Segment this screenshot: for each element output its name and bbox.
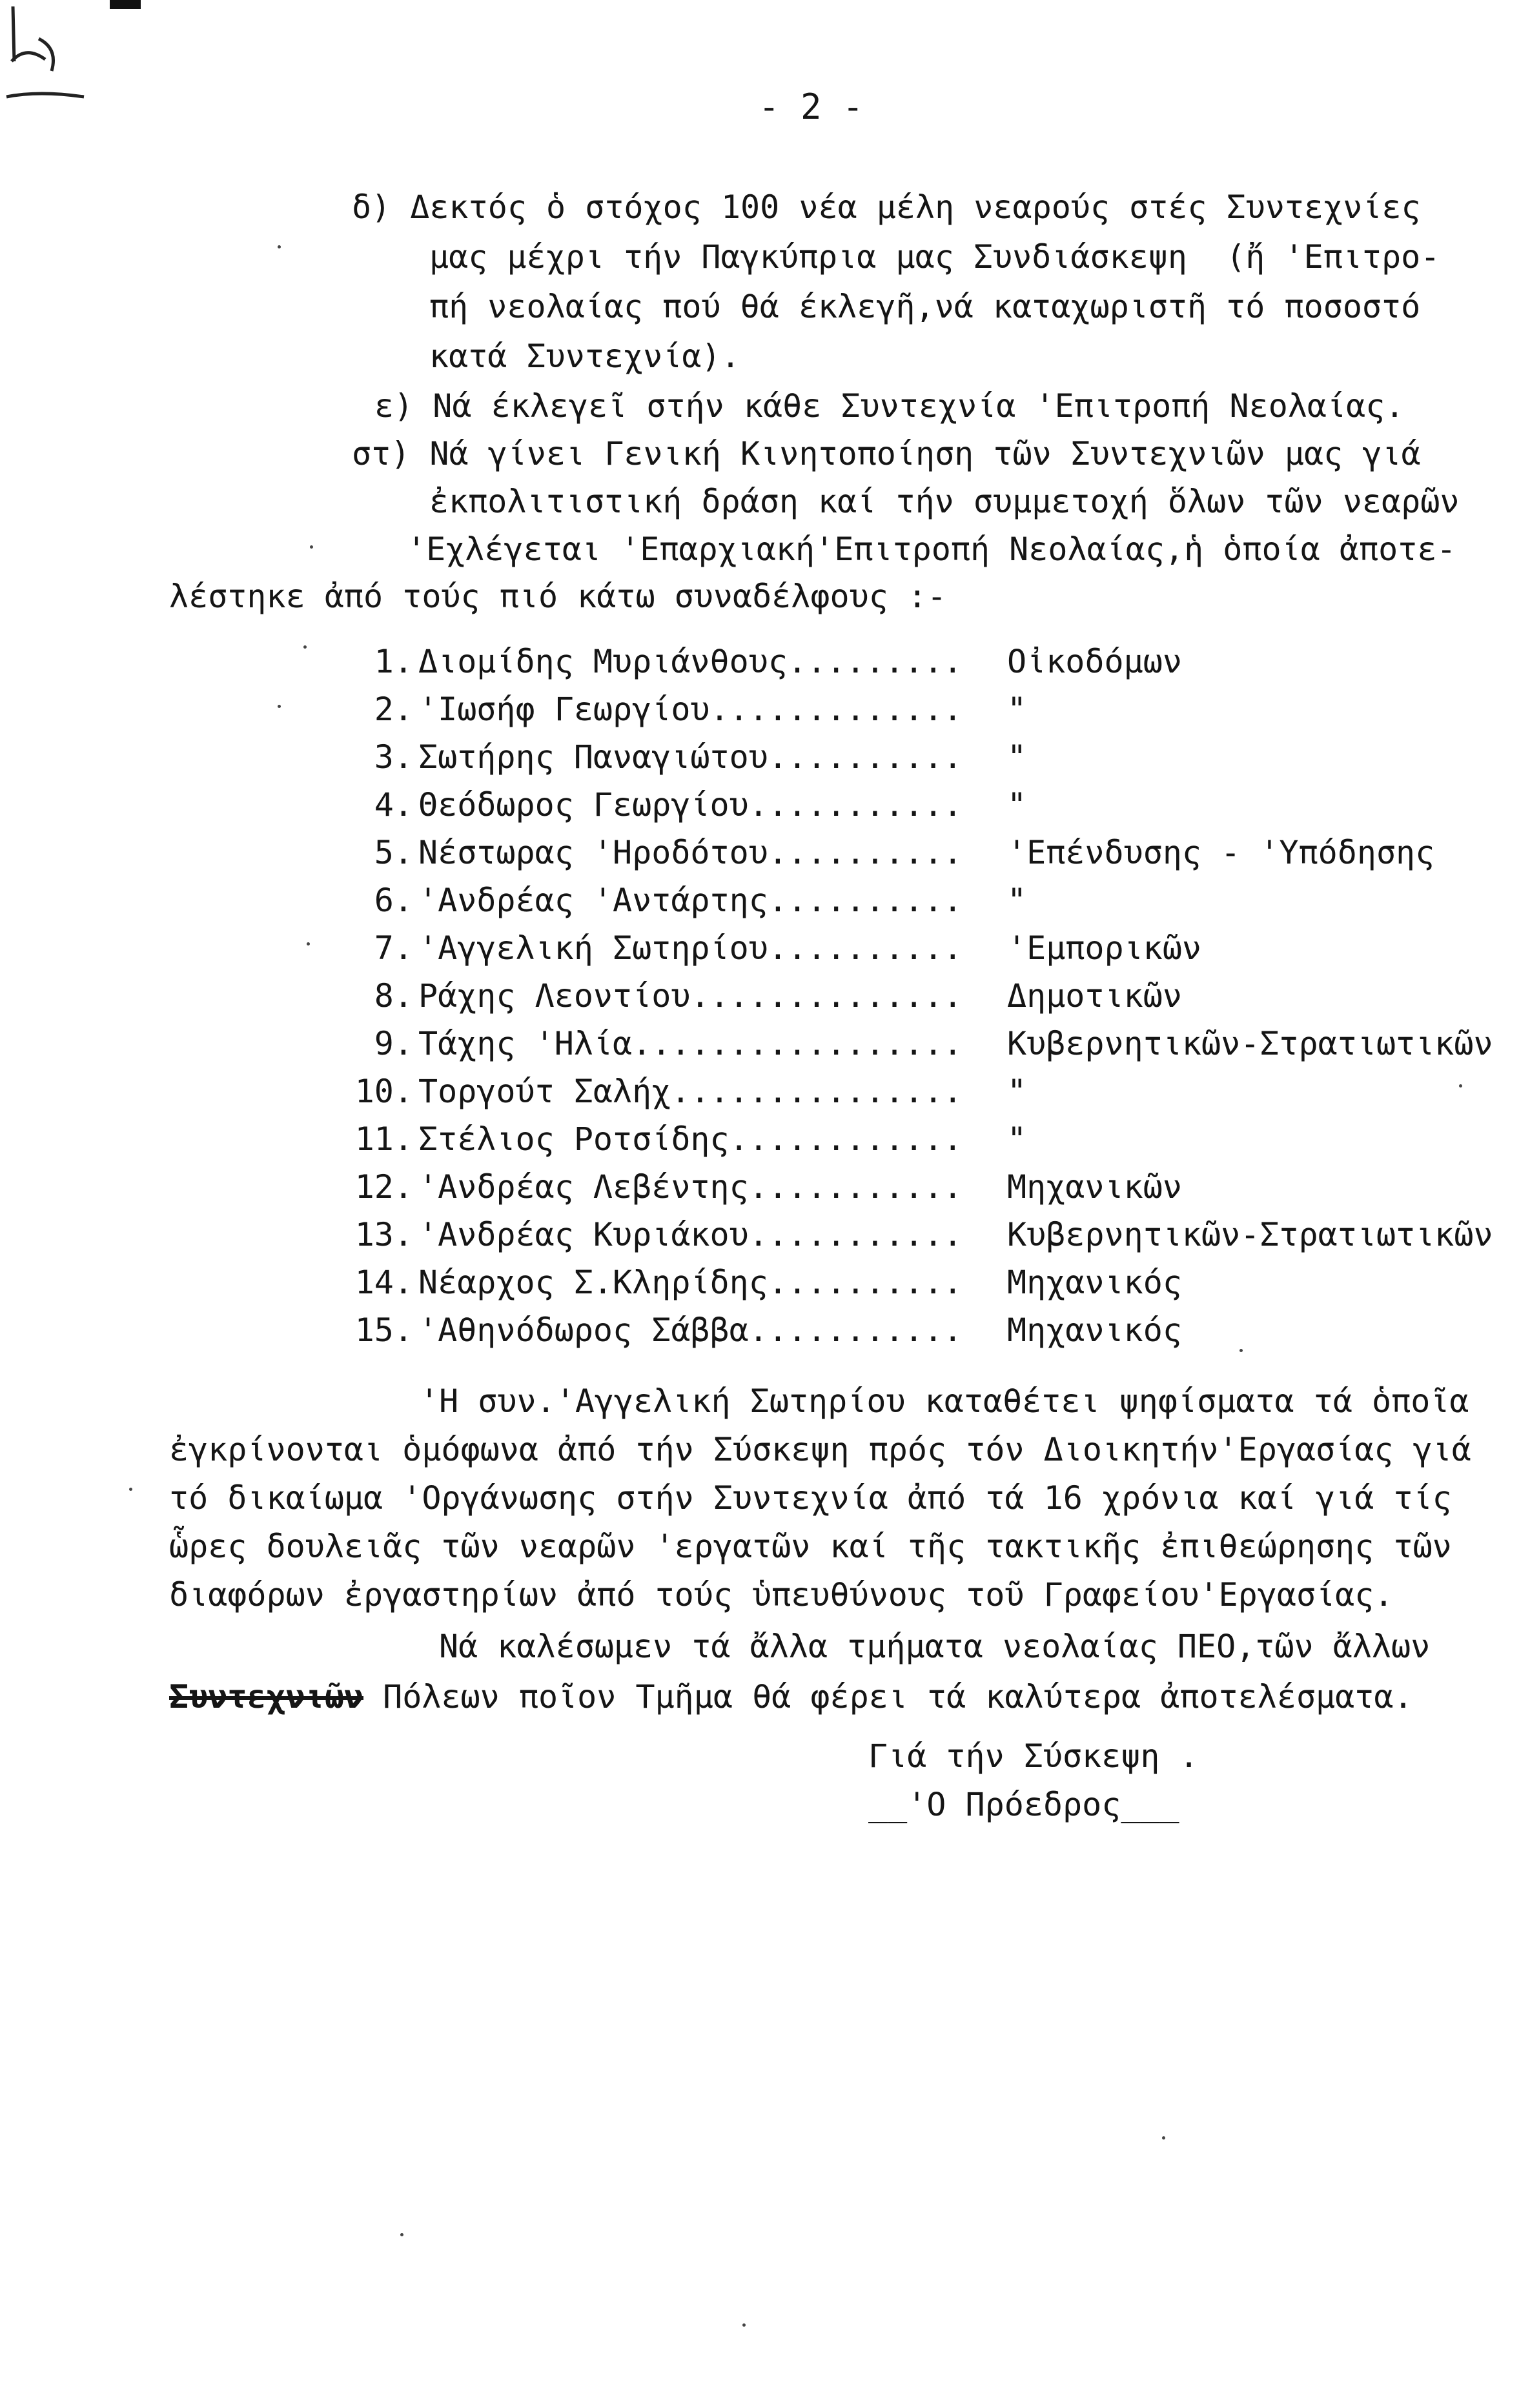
list-item: [349, 1167, 1511, 1207]
list-item: [349, 1024, 1511, 1064]
member-number: 10.: [354, 1073, 413, 1110]
member-branch: ": [1007, 1120, 1027, 1158]
list-item: [349, 928, 1511, 968]
member-name: Σωτήρης Παναγιώτου..........: [418, 738, 963, 776]
scan-speck: [129, 1488, 132, 1491]
member-number: 6.: [374, 882, 413, 919]
corner-mark: [110, 0, 141, 9]
member-branch: 'Επένδυσης - 'Υπόδησης: [1007, 834, 1435, 871]
resolution-line-2: ἐγκρίνονται ὁμόφωνα ἀπό τήν Σύσκεψη πρός τόν Διοικητήν'Εργασίας γιά: [169, 1431, 1471, 1468]
closing-line-1: Νά καλέσωμεν τά ἄλλα τμήματα νεολαίας ΠΕΟ,τῶν ἄλλων: [439, 1628, 1431, 1665]
member-branch: Κυβερνητικῶν-Στρατιωτικῶν: [1007, 1216, 1493, 1253]
member-branch: ": [1007, 1073, 1027, 1110]
member-name: Νέστωρας 'Ηροδότου..........: [418, 834, 963, 871]
signature-title: __'Ο Πρόεδρος___: [868, 1786, 1179, 1823]
election-intro-line-1: 'Εχλέγεται 'Επαρχιακή'Επιτροπή Νεολαίας,ἡ ὁποία ἀποτε-: [407, 531, 1456, 568]
election-intro-line-2: λέστηκε ἀπό τούς πιό κάτω συναδέλφους :-: [169, 578, 947, 615]
member-branch: Μηχανικός: [1007, 1311, 1182, 1349]
list-item: [349, 976, 1511, 1016]
struck-word: Συντεχνιῶν: [169, 1678, 364, 1715]
section-e: ε) Νά έκλεγεῖ στήν κάθε Συντεχνία 'Επιτροπή Νεολαίας.: [374, 387, 1405, 425]
member-branch: Μηχανικῶν: [1007, 1168, 1182, 1206]
section-st-line-2: ἐκπολιτιστική δράση καί τήν συμμετοχή ὅλων τῶν νεαρῶν: [429, 483, 1460, 520]
member-branch: ": [1007, 882, 1027, 919]
member-name: Στέλιος Ροτσίδης............: [418, 1120, 963, 1158]
list-item: [349, 880, 1511, 920]
section-d-line-2: μας μέχρι τήν Παγκύπρια μας Συνδιάσκεψη (ἤ 'Επιτρο-: [429, 238, 1440, 276]
member-number: 3.: [374, 738, 413, 776]
member-number: 9.: [374, 1025, 413, 1062]
list-item: [349, 785, 1511, 825]
scan-speck: [303, 645, 307, 649]
list-item: [349, 1071, 1511, 1111]
scan-speck: [278, 705, 281, 708]
list-item: [349, 1215, 1511, 1255]
member-number: 14.: [354, 1264, 413, 1301]
member-branch: ": [1007, 786, 1027, 824]
member-name: Τάχης 'Ηλία.................: [418, 1025, 963, 1062]
member-number: 15.: [354, 1311, 413, 1349]
member-branch: Μηχανικός: [1007, 1264, 1182, 1301]
member-name: 'Αθηνόδωρος Σάββα...........: [418, 1311, 963, 1349]
member-name: 'Ανδρέας 'Αντάρτης..........: [418, 882, 963, 919]
member-number: 4.: [374, 786, 413, 824]
scan-speck: [1162, 2136, 1165, 2140]
member-branch: 'Εμπορικῶν: [1007, 929, 1202, 967]
member-name: 'Ανδρέας Λεβέντης...........: [418, 1168, 963, 1206]
page-number: - 2 -: [759, 86, 864, 127]
member-number: 11.: [354, 1120, 413, 1158]
member-branch: ": [1007, 691, 1027, 728]
handwritten-scribble: [0, 0, 103, 116]
member-number: 7.: [374, 929, 413, 967]
member-number: 5.: [374, 834, 413, 871]
member-name: 'Ανδρέας Κυριάκου...........: [418, 1216, 963, 1253]
member-name: Θεόδωρος Γεωργίου...........: [418, 786, 963, 824]
signature-line-1: Γιά τήν Σύσκεψη .: [868, 1737, 1199, 1775]
member-number: 13.: [354, 1216, 413, 1253]
closing-line-2: [169, 1677, 1413, 1717]
scan-speck: [307, 942, 310, 946]
resolution-line-4: ὧρες δουλειᾶς τῶν νεαρῶν 'εργατῶν καί τῆς τακτικῆς ἐπιθεώρησης τῶν: [169, 1528, 1452, 1565]
member-name: Διομίδης Μυριάνθους.........: [418, 643, 963, 680]
member-name: 'Αγγελική Σωτηρίου..........: [418, 929, 963, 967]
resolution-line-3: τό δικαίωμα 'Οργάνωσης στήν Συντεχνία ἀπό τά 16 χρόνια καί γιά τίς: [169, 1479, 1452, 1517]
member-name: Νέαρχος Σ.Κληρίδης..........: [418, 1264, 963, 1301]
scan-speck: [400, 2233, 403, 2236]
member-branch: Οἰκοδόμων: [1007, 643, 1182, 680]
member-name: Τοργούτ Σαλήχ...............: [418, 1073, 963, 1110]
member-number: 12.: [354, 1168, 413, 1206]
scan-speck: [278, 245, 281, 248]
list-item: [349, 737, 1511, 777]
resolution-line-5: διαφόρων ἐργαστηρίων ἀπό τούς ὑπευθύνους τοῦ Γραφείου'Εργασίας.: [169, 1576, 1394, 1614]
list-item: [349, 833, 1511, 873]
scan-speck: [1239, 1349, 1243, 1352]
scan-speck: [742, 2323, 746, 2327]
member-number: 1.: [374, 643, 413, 680]
resolution-line-1: 'Η συν.'Αγγελική Σωτηρίου καταθέτει ψηφίσματα τά ὁποῖα: [420, 1382, 1469, 1420]
list-item: [349, 1262, 1511, 1302]
list-item: [349, 689, 1511, 729]
section-d-line-1: δ) Δεκτός ὁ στόχος 100 νέα μέλη νεαρούς στές Συντεχνίες: [352, 188, 1421, 226]
scan-speck: [310, 545, 313, 549]
member-name: 'Ιωσήφ Γεωργίου.............: [418, 691, 963, 728]
list-item: [349, 642, 1511, 682]
member-branch: ": [1007, 738, 1027, 776]
member-branch: Κυβερνητικῶν-Στρατιωτικῶν: [1007, 1025, 1493, 1062]
section-d-line-4: κατά Συντεχνία).: [429, 338, 740, 375]
scan-speck: [1459, 1084, 1462, 1088]
list-item: [349, 1119, 1511, 1159]
list-item: [349, 1310, 1511, 1350]
section-d-line-3: πή νεολαίας πού θά έκλεγῆ,νά καταχωριστῆ τό ποσοστό: [429, 288, 1421, 325]
member-branch: Δημοτικῶν: [1007, 977, 1182, 1015]
member-name: Ράχης Λεοντίου..............: [418, 977, 963, 1015]
closing-line-2-text: Πόλεων ποῖον Τμῆμα θά φέρει τά καλύτερα ἀποτελέσματα.: [363, 1678, 1413, 1715]
section-st-line-1: στ) Νά γίνει Γενική Κινητοποίηση τῶν Συντεχνιῶν μας γιά: [352, 435, 1421, 472]
member-number: 8.: [374, 977, 413, 1015]
member-number: 2.: [374, 691, 413, 728]
